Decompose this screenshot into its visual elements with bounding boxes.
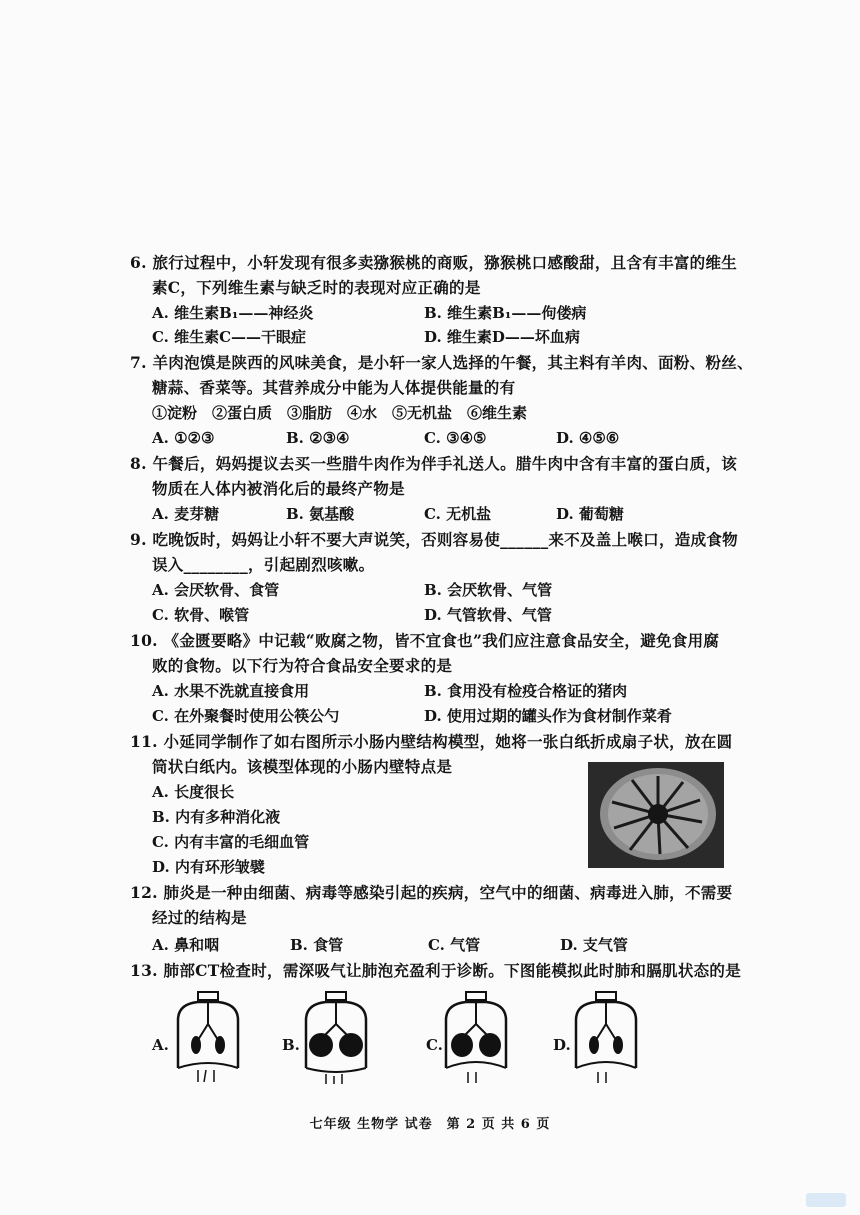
bell-jar-diagram-d	[566, 990, 646, 1089]
corner-watermark	[806, 1193, 846, 1207]
q11-option-b: B. 内有多种消化液	[152, 808, 281, 826]
q8-option-c: C. 无机盐	[424, 505, 492, 523]
bell-jar-diagram-c	[436, 990, 516, 1089]
q9-stem-line1: 9. 吃晚饭时，妈妈让小轩不要大声说笑，否则容易使______来不及盖上喉口，造成食物	[130, 530, 738, 549]
q8-option-d: D. 葡萄糖	[556, 505, 624, 523]
q12-stem-line1: 12. 肺炎是一种由细菌、病毒等感染引起的疾病，空气中的细菌、病毒进入肺，不需要	[130, 883, 733, 902]
q8-option-b: B. 氨基酸	[286, 505, 355, 523]
q12-option-d: D. 支气管	[560, 936, 628, 954]
q7-stem-line1: 7. 羊肉泡馍是陕西的风味美食，是小轩一家人选择的午餐，其主料有羊肉、面粉、粉丝、	[130, 353, 753, 372]
q11-option-d: D. 内有环形皱襞	[152, 858, 265, 876]
q10-option-c: C. 在外聚餐时使用公筷公勺	[152, 707, 340, 725]
page-footer: 七年级 生物学 试卷 第 2 页 共 6 页	[309, 1117, 551, 1132]
q10-stem-line2: 败的食物。以下行为符合食品安全要求的是	[152, 656, 453, 675]
q12-option-b: B. 食管	[290, 936, 344, 954]
q11-option-c: C. 内有丰富的毛细血管	[152, 833, 310, 851]
q8-option-a: A. 麦芽糖	[152, 505, 220, 523]
q9-option-a: A. 会厌软骨、食管	[152, 581, 280, 599]
q7-option-d: D. ④⑤⑥	[556, 429, 620, 447]
q12-option-a: A. 鼻和咽	[152, 936, 220, 954]
q13-label-d: D.	[553, 1036, 571, 1054]
q10-option-d: D. 使用过期的罐头作为食材制作菜肴	[424, 707, 672, 725]
q13-label-c: C.	[426, 1036, 443, 1054]
q12-option-c: C. 气管	[428, 936, 481, 954]
intestine-model-photo	[588, 762, 724, 868]
q11-stem-line1: 11. 小延同学制作了如右图所示小肠内壁结构模型，她将一张白纸折成扇子状，放在圆	[130, 732, 733, 751]
q9-stem-line2: 误入________，引起剧烈咳嗽。	[152, 555, 375, 574]
q7-items: ①淀粉 ②蛋白质 ③脂肪 ④水 ⑤无机盐 ⑥维生素	[152, 404, 528, 422]
bell-jar-diagram-a	[168, 990, 248, 1089]
q8-stem-line1: 8. 午餐后，妈妈提议去买一些腊牛肉作为伴手礼送人。腊牛肉中含有丰富的蛋白质，该	[130, 454, 738, 473]
q12-stem-line2: 经过的结构是	[152, 908, 247, 927]
bell-jar-diagram-b	[296, 990, 376, 1089]
q11-stem-line2: 筒状白纸内。该模型体现的小肠内壁特点是	[152, 757, 453, 776]
q6-option-c: C. 维生素C——干眼症	[152, 328, 307, 346]
q13-stem-line1: 13. 肺部CT检查时，需深吸气让肺泡充盈利于诊断。下图能模拟此时肺和膈肌状态的是	[130, 961, 742, 980]
q7-option-c: C. ③④⑤	[424, 429, 487, 447]
q7-option-a: A. ①②③	[152, 429, 215, 447]
q7-stem-line2: 糖蒜、香菜等。其营养成分中能为人体提供能量的有	[152, 378, 516, 397]
q9-option-c: C. 软骨、喉管	[152, 606, 250, 624]
q10-option-b: B. 食用没有检疫合格证的猪肉	[424, 682, 628, 700]
q13-label-a: A.	[152, 1036, 169, 1054]
q6-stem-line2: 素C，下列维生素与缺乏时的表现对应正确的是	[152, 278, 481, 297]
q9-option-d: D. 气管软骨、气管	[424, 606, 552, 624]
q6-option-b: B. 维生素B₁——佝偻病	[424, 304, 587, 322]
q9-option-b: B. 会厌软骨、气管	[424, 581, 553, 599]
q7-option-b: B. ②③④	[286, 429, 350, 447]
q11-option-a: A. 长度很长	[152, 783, 235, 801]
q6-option-a: A. 维生素B₁——神经炎	[152, 304, 314, 322]
q10-option-a: A. 水果不洗就直接食用	[152, 682, 310, 700]
q6-option-d: D. 维生素D——坏血病	[424, 328, 580, 346]
q6-stem-line1: 6. 旅行过程中，小轩发现有很多卖猕猴桃的商贩，猕猴桃口感酸甜，且含有丰富的维生	[130, 253, 738, 272]
q8-stem-line2: 物质在人体内被消化后的最终产物是	[152, 479, 405, 498]
q10-stem-line1: 10. 《金匮要略》中记载“败腐之物，皆不宜食也”我们应注意食品安全，避免食用腐	[130, 631, 720, 650]
q13-label-b: B.	[282, 1036, 300, 1054]
